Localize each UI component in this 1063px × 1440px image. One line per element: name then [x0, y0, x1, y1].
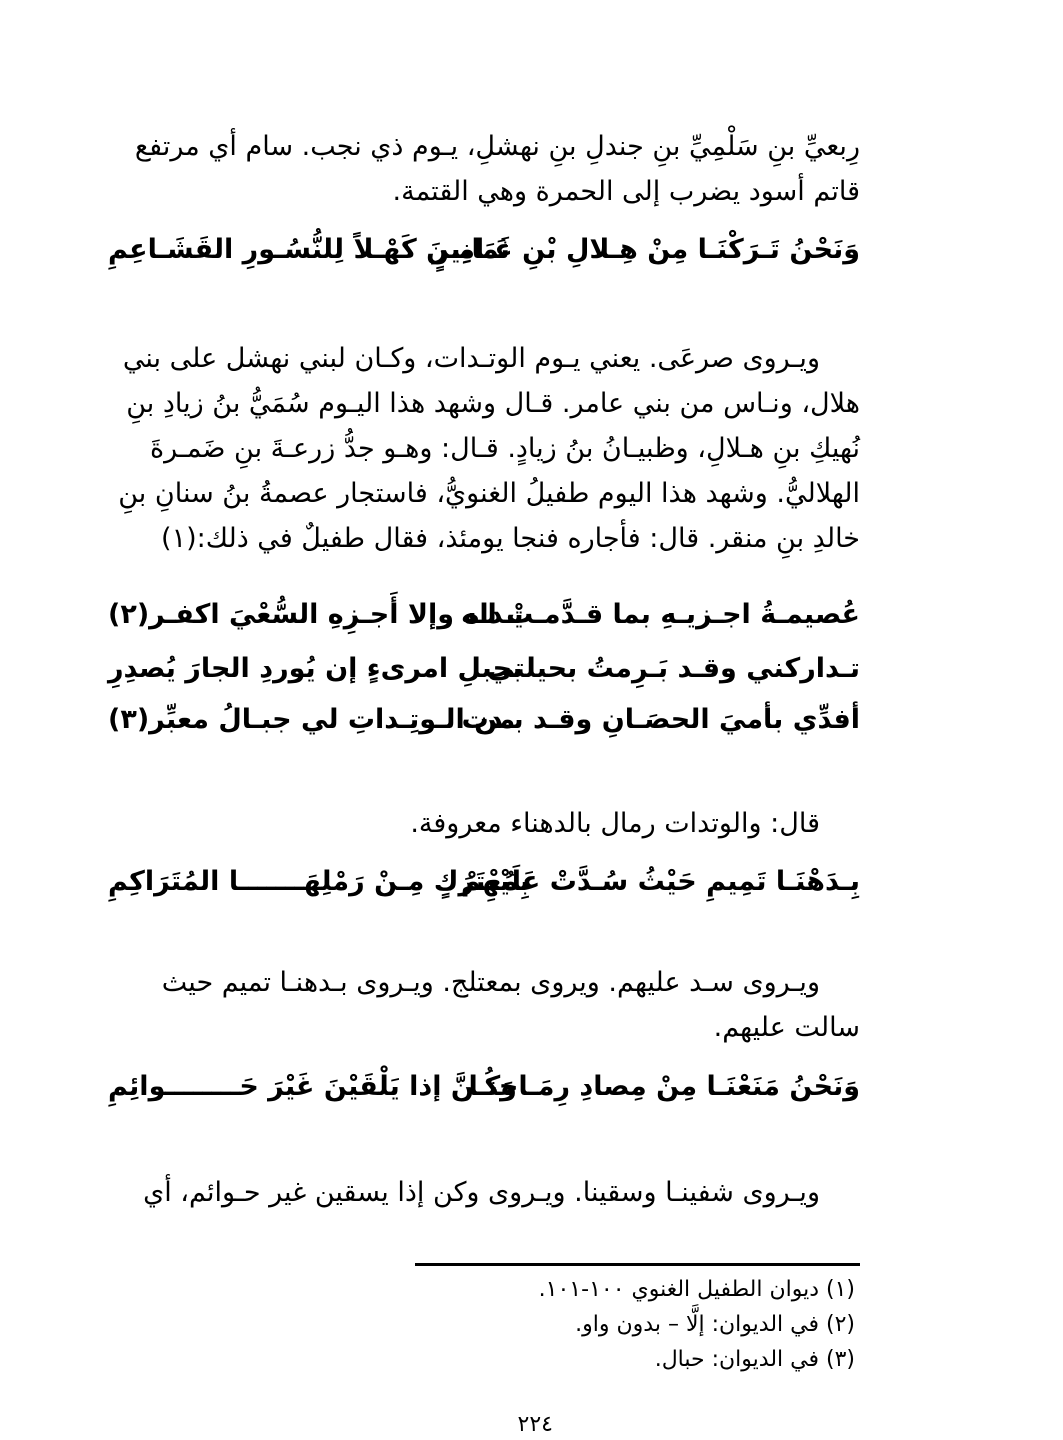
verse-line-4: [108, 696, 860, 744]
verse-3-second-hemistich: بحبلِ امرىءٍ إن يُوردِ الجارَ يُصدِرِ: [108, 653, 523, 684]
paragraph-5: ويـروى شفينـا وسقينا. ويـروى وكن إذا يسقين غير حـوائم، أي: [143, 1177, 820, 1208]
verse-2-first-hemistich: عُصيمـةُ اجـزيـهِ بما قـدَّمـتْ لـه: [460, 599, 860, 630]
verse-6-first-hemistich: وَنَحْنُ مَنَعْنَـا مِنْ مِصادِ رِمَـاحنـا: [468, 1071, 860, 1102]
footnote-1: (١) ديوان الطفيل الغنوي ١٠٠-١٠١.: [538, 1277, 855, 1302]
paragraph-4: ويـروى سـد عليهم. ويروى بمعتلج. ويـروى بـدهنـا تميم حيث سالت عليهم.: [161, 967, 860, 1043]
paragraph-1: رِبعيِّ بنِ سَلْمِيِّ بنِ جندلِ بنِ نهشلِ، يـوم ذي نجب. سام أي مرتفع قاتم أسود يضرب إلى الحمرة وهي القتمة.: [134, 131, 860, 207]
verse-5-second-hemistich: بِمُعْتَرَكٍ مِـنْ رَمْلِهَـــــــا المُتَرَاكِمِ: [108, 866, 530, 897]
footnote-3: (٣) في الديوان: حبال.: [654, 1347, 855, 1372]
verse-line-1: [108, 226, 860, 274]
footnote-separator: [415, 1263, 860, 1266]
verse-2-second-hemistich: يـداه وإلا أَجـزِهِ السُّعْيَ اكفـر(٢): [108, 599, 524, 630]
verse-line-6: [108, 1063, 860, 1111]
paragraph-3: قال: والوتدات رمال بالدهناء معروفة.: [410, 808, 820, 839]
verse-1-second-hemistich: ثَمَانِينَ كَهْـلاً لِلنُّسُـورِ القَشَـاعِمِ: [108, 234, 510, 265]
verse-5-first-hemistich: بِـدَهْنَـا تَمِيمِ حَيْثُ سُـدَّتْ عَلَيْهِمْ: [460, 866, 860, 897]
verse-3-first-hemistich: تـداركني وقـد بَـرِمتُ بحيلتي: [487, 653, 860, 684]
verse-4-second-hemistich: من الـوتِـداتِ لي جبـالُ معبِّر(٣): [108, 704, 516, 735]
verse-line-5: [108, 858, 860, 906]
paragraph-2: ويـروى صرعَى. يعني يـوم الوتـدات، وكـان لبني نهشل على بني هلال، ونـاس من بني عامر. قـال وشهد هذا اليـوم سُمَيُّ بنُ زيادِ بنِ نُهيكِ بنِ هـلالِ، وظبيـانُ بنُ زيادٍ. قـال: وهـو جدُّ زرعـةَ بنِ ضَمـرةَ الهلاليُّ. وشهد هذا اليوم طفيلُ الغنويُّ، فاستجار عصمةُ بنُ سنانِ بنِ خالدِ بنِ منقر. قال: فأجاره فنجا يومئذ، فقال طفيلٌ في ذلك:(١): [118, 343, 860, 554]
verse-line-3: [108, 645, 860, 693]
footnote-2: (٢) في الديوان: إلَّا – بدون واو.: [575, 1312, 855, 1337]
verse-4-first-hemistich: أفدِّي بأميَ الحصَـانِ وقـد بـدت: [461, 704, 860, 735]
verse-line-2: [108, 591, 860, 639]
verse-1-first-hemistich: وَنَحْنُ تَـرَكْنَـا مِنْ هِـلالِ بْنِ عَـامِـرٍ: [432, 234, 860, 265]
verse-6-second-hemistich: وَكُـنَّ إذا يَلْقَيْنَ غَيْرَ حَــــــــوائِمِ: [108, 1071, 517, 1102]
page-number: ٢٢٤: [517, 1412, 553, 1437]
